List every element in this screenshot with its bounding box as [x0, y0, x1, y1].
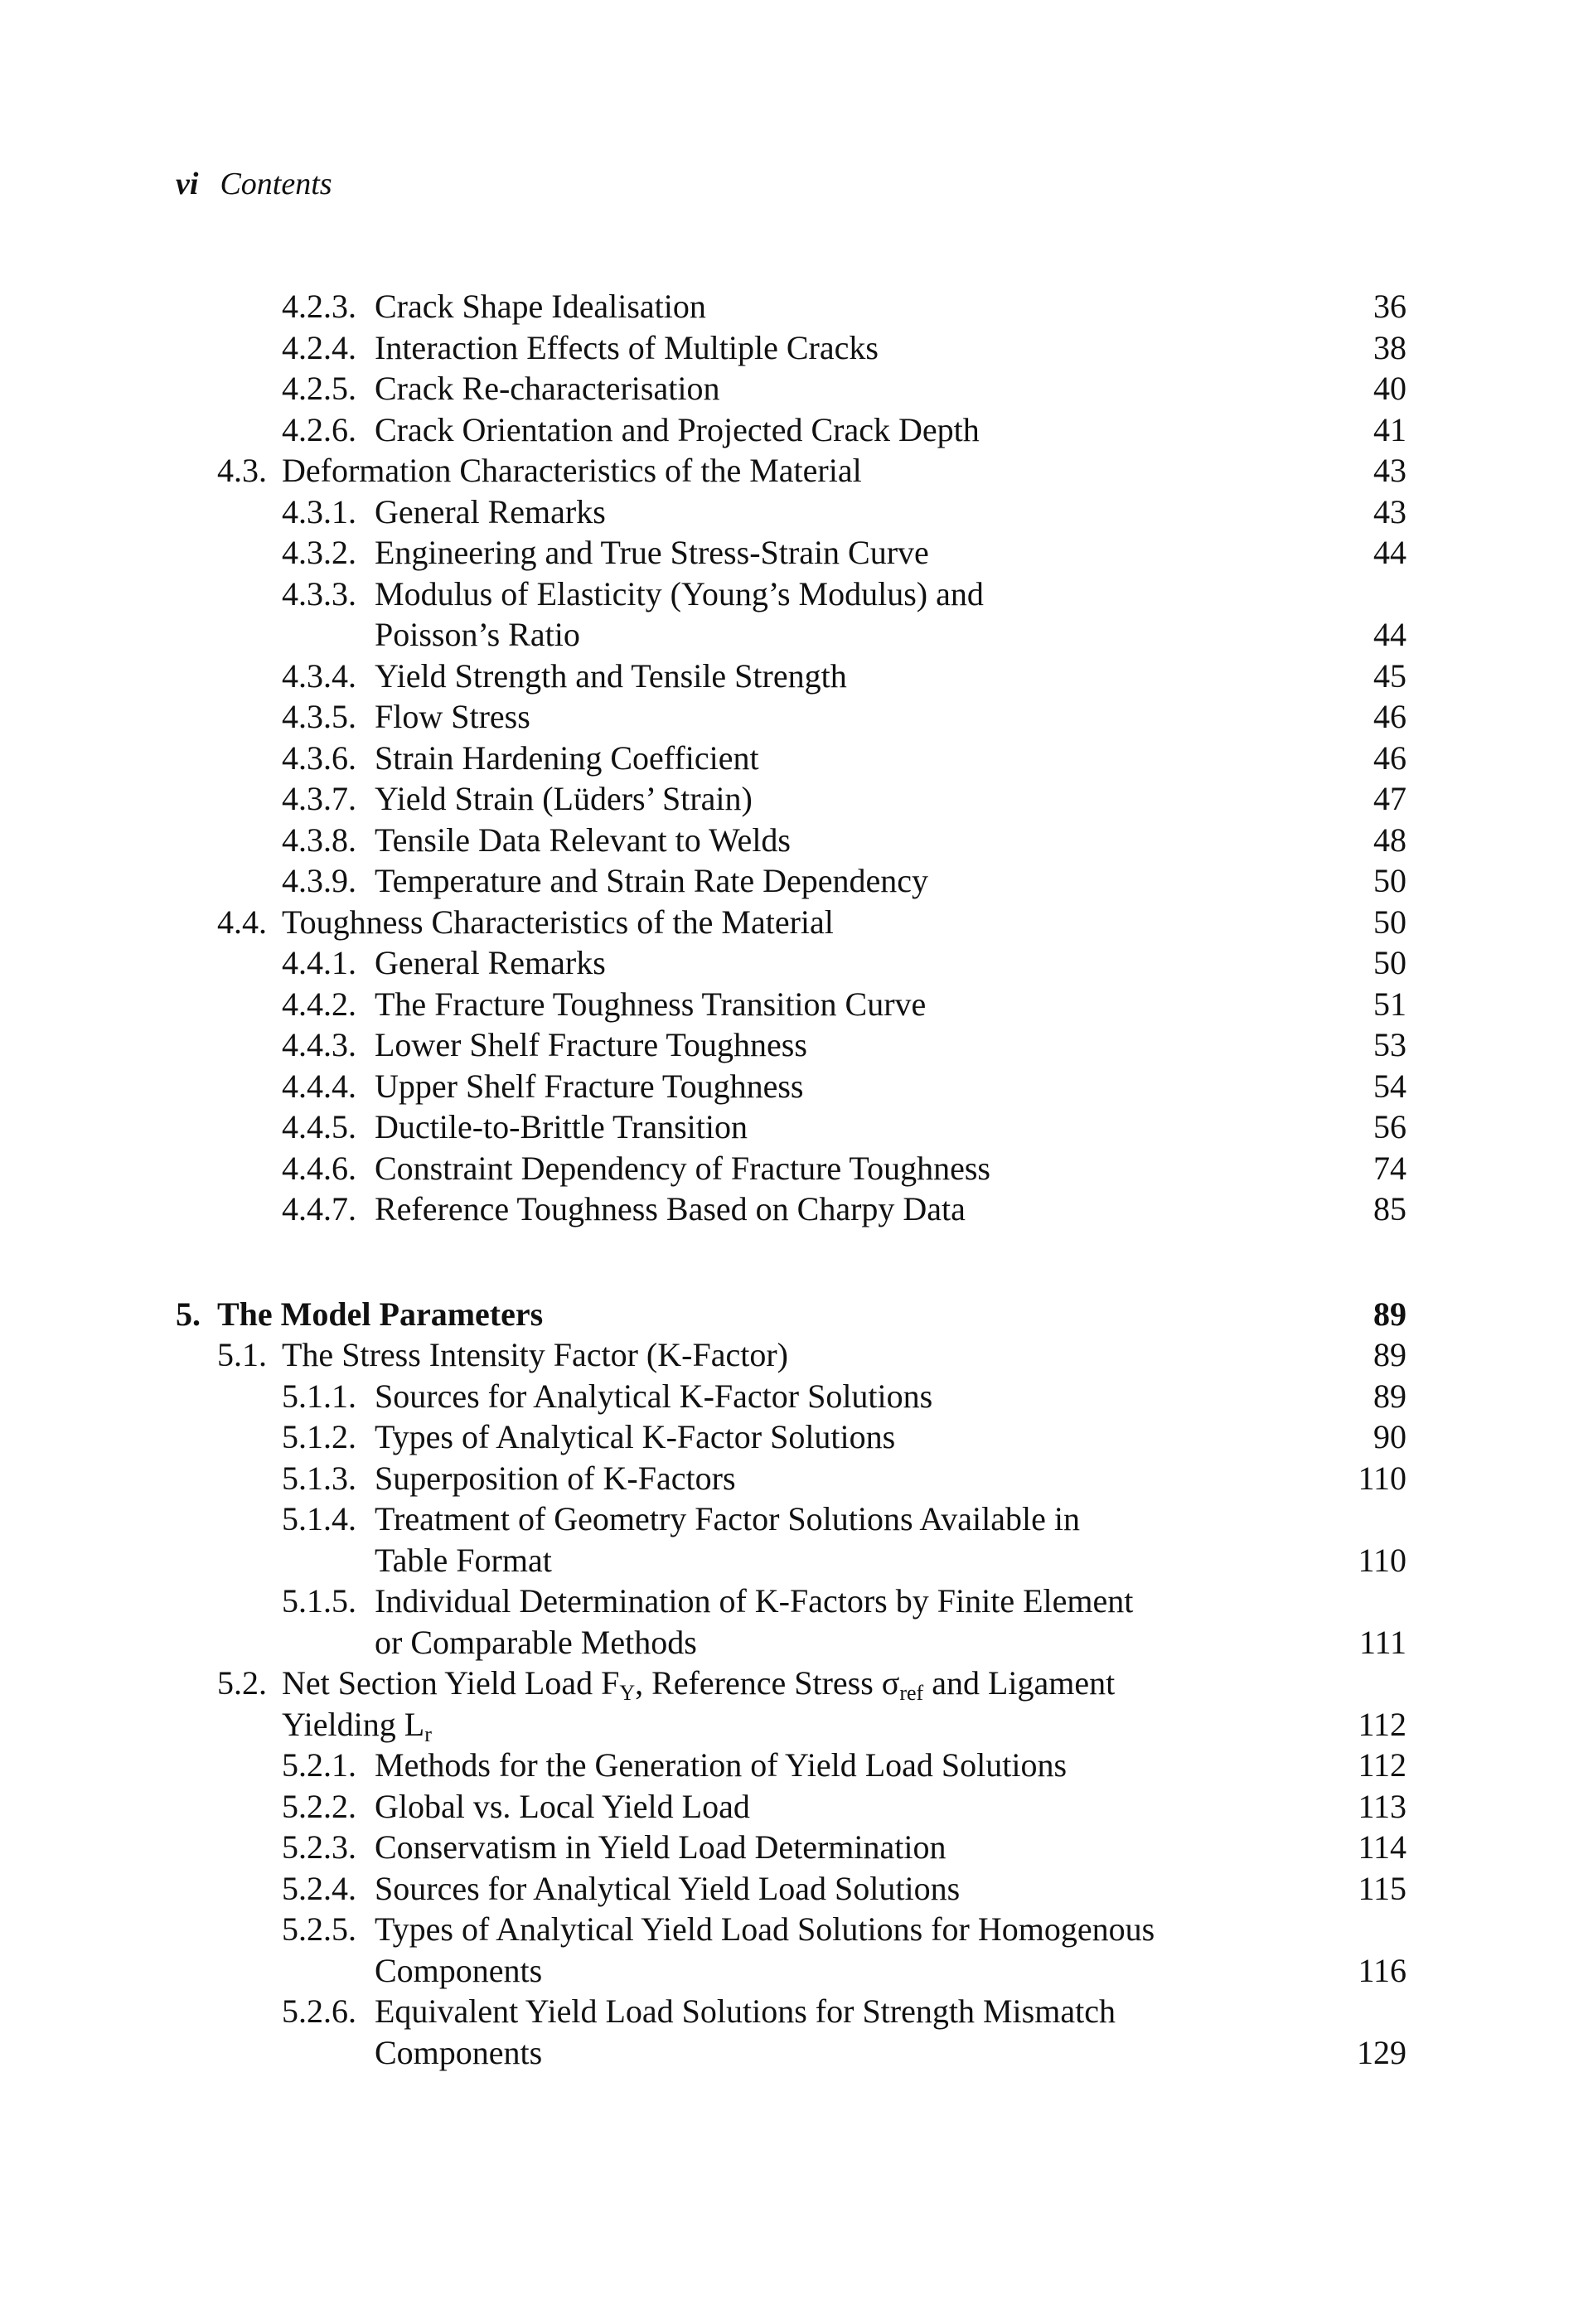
entry-page-number: 40 [1373, 370, 1406, 407]
entry-page-number: 56 [1373, 1108, 1406, 1145]
toc-entry-line[interactable] [176, 1540, 1406, 1581]
entry-title: Methods for the Generation of Yield Load Solutions [375, 1746, 1068, 1784]
entry-page-number: 114 [1358, 1828, 1406, 1866]
entry-title: Conservatism in Yield Load Determination [375, 1828, 947, 1866]
entry-page-number: 44 [1373, 534, 1406, 571]
toc-entry-line[interactable] [176, 696, 1406, 738]
entry-number: 5.2. [217, 1664, 267, 1702]
entry-number: 4.2.6. [282, 410, 356, 448]
entry-number: 4.4.1. [282, 944, 356, 981]
subscript: Y [619, 1681, 636, 1705]
entry-page-number: 54 [1373, 1067, 1406, 1105]
toc-entry-line[interactable] [176, 1334, 1406, 1376]
entry-page-number: 51 [1373, 985, 1406, 1023]
entry-title: Ductile-to-Brittle Transition [375, 1108, 748, 1145]
toc-entry-line[interactable] [176, 532, 1406, 574]
toc-entry-line[interactable] [176, 450, 1406, 491]
entry-number: 4.2.3. [282, 288, 356, 325]
entry-title: The Model Parameters [217, 1295, 544, 1333]
entry-number: 5.2.4. [282, 1869, 356, 1907]
entry-page-number: 43 [1373, 452, 1406, 489]
entry-page-number: 89 [1373, 1377, 1406, 1415]
toc-entry-line[interactable] [176, 1189, 1406, 1230]
entry-number: 4.4.6. [282, 1149, 356, 1187]
subscript: r [424, 1721, 432, 1746]
entry-title: Strain Hardening Coefficient [375, 738, 759, 777]
section-spacer [176, 1230, 1406, 1294]
entry-number: 5.2.6. [282, 1992, 356, 2030]
entry-number: 4.3.9. [282, 862, 356, 899]
title-segment: Net Section Yield Load F [282, 1664, 620, 1702]
entry-number: 5.1.2. [282, 1418, 356, 1455]
entry-page-number: 74 [1373, 1149, 1406, 1187]
entry-page-number: 47 [1373, 780, 1406, 817]
toc-entry-line[interactable] [176, 286, 1406, 327]
entry-title: or Comparable Methods [375, 1623, 697, 1661]
toc-entry-line[interactable] [176, 368, 1406, 409]
entry-page-number: 129 [1357, 2033, 1406, 2071]
entry-title: Types of Analytical K-Factor Solutions [375, 1418, 896, 1455]
entry-page-number: 112 [1358, 1705, 1406, 1743]
entry-title: Lower Shelf Fracture Toughness [375, 1026, 807, 1063]
toc-entry-line[interactable] [176, 820, 1406, 861]
entry-title [282, 1663, 1115, 1704]
entry-page-number: 41 [1373, 410, 1406, 448]
entry-title: The Fracture Toughness Transition Curve [375, 985, 927, 1023]
entry-number: 5.2.1. [282, 1746, 356, 1784]
toc-entry-line[interactable] [176, 656, 1406, 697]
entry-page-number: 112 [1358, 1746, 1406, 1784]
entry-title: Deformation Characteristics of the Material [282, 452, 862, 489]
entry-title: Superposition of K-Factors [375, 1459, 736, 1497]
entry-title: Sources for Analytical Yield Load Solutions [375, 1869, 961, 1907]
entry-page-number: 46 [1373, 738, 1406, 777]
running-header [176, 166, 332, 202]
title-segment: Yielding L [282, 1705, 425, 1743]
entry-number: 4.3.2. [282, 534, 356, 571]
entry-title: Equivalent Yield Load Solutions for Strength Mismatch [375, 1992, 1116, 2030]
entry-number: 5.1.4. [282, 1500, 356, 1537]
entry-title: Components [375, 2033, 543, 2071]
toc-entry-line[interactable] [176, 1909, 1406, 1950]
entry-title: Flow Stress [375, 698, 530, 735]
entry-number: 4.4.3. [282, 1026, 356, 1063]
entry-number: 4.3.3. [282, 574, 356, 612]
toc-entry-line[interactable] [176, 738, 1406, 779]
entry-page-number: 53 [1373, 1026, 1406, 1063]
toc-entry-line[interactable] [176, 2032, 1406, 2074]
entry-page-number: 113 [1358, 1787, 1406, 1825]
entry-title: Reference Toughness Based on Charpy Data [375, 1190, 966, 1227]
toc-entry-line[interactable] [176, 1458, 1406, 1499]
entry-title: Engineering and True Stress-Strain Curve [375, 534, 929, 571]
entry-number: 5.1.3. [282, 1459, 356, 1497]
entry-number: 4.3.8. [282, 821, 356, 859]
entry-number: 4.3.6. [282, 738, 356, 777]
toc-entry-line[interactable] [176, 778, 1406, 820]
entry-number: 5.1. [217, 1336, 267, 1373]
entry-number: 5.2.2. [282, 1787, 356, 1825]
toc-entry-line[interactable] [176, 860, 1406, 902]
toc-entry-line[interactable] [176, 1704, 1406, 1745]
page-number: vi [176, 167, 199, 201]
entry-title: Crack Shape Idealisation [375, 288, 706, 325]
entry-page-number: 38 [1373, 328, 1406, 366]
toc-entry-line[interactable] [176, 327, 1406, 369]
entry-number: 4.3.4. [282, 656, 356, 695]
entry-page-number: 89 [1373, 1336, 1406, 1373]
toc-entry-line[interactable] [176, 1416, 1406, 1458]
entry-page-number: 45 [1373, 656, 1406, 695]
entry-page-number: 43 [1373, 492, 1406, 530]
entry-number: 4.4.4. [282, 1067, 356, 1105]
toc-entry-line[interactable] [176, 1950, 1406, 1992]
entry-title: Treatment of Geometry Factor Solutions Available in [375, 1500, 1080, 1537]
entry-page-number: 48 [1373, 821, 1406, 859]
entry-number: 5.2.5. [282, 1910, 356, 1948]
running-title: Contents [220, 167, 332, 201]
entry-title: Crack Orientation and Projected Crack Depth [375, 410, 980, 448]
toc-entry-line[interactable] [176, 491, 1406, 533]
entry-title: Modulus of Elasticity (Young’s Modulus) and [375, 574, 984, 612]
toc-entry-line[interactable] [176, 1376, 1406, 1417]
toc-entry-line[interactable] [176, 1868, 1406, 1910]
entry-title: Global vs. Local Yield Load [375, 1787, 750, 1825]
entry-number: 4.4. [217, 903, 267, 941]
entry-title: Table Format [375, 1541, 552, 1579]
toc-entry-line[interactable] [176, 1066, 1406, 1107]
entry-number: 4.3.1. [282, 492, 356, 530]
entry-title: Crack Re-characterisation [375, 370, 720, 407]
toc-entry-line[interactable] [176, 1827, 1406, 1868]
entry-page-number: 89 [1373, 1295, 1406, 1333]
entry-title: Components [375, 1951, 543, 1989]
toc-entry-line[interactable] [176, 1106, 1406, 1148]
entry-number: 4.2.5. [282, 370, 356, 407]
entry-title: Types of Analytical Yield Load Solutions for Homogenous [375, 1910, 1155, 1948]
entry-page-number: 85 [1373, 1190, 1406, 1227]
toc-entry-line[interactable] [176, 1622, 1406, 1663]
entry-page-number: 116 [1358, 1951, 1406, 1989]
title-segment: , Reference Stress σ [635, 1664, 900, 1702]
toc-entry-line[interactable] [176, 1294, 1406, 1335]
entry-number: 4.3.5. [282, 698, 356, 735]
entry-number: 4.4.2. [282, 985, 356, 1023]
entry-title: Sources for Analytical K-Factor Solutions [375, 1377, 933, 1415]
entry-number: 4.4.7. [282, 1190, 356, 1227]
entry-page-number: 44 [1373, 616, 1406, 653]
toc-entry-line[interactable] [176, 1148, 1406, 1189]
entry-title: Toughness Characteristics of the Material [282, 903, 834, 941]
entry-number: 5. [176, 1295, 201, 1333]
table-of-contents [176, 286, 1406, 2073]
title-segment: and Ligament [923, 1664, 1116, 1702]
entry-page-number: 110 [1358, 1459, 1406, 1497]
entry-number: 4.4.5. [282, 1108, 356, 1145]
entry-number: 5.1.1. [282, 1377, 356, 1415]
entry-title: Tensile Data Relevant to Welds [375, 821, 791, 859]
entry-page-number: 115 [1358, 1869, 1406, 1907]
entry-page-number: 36 [1373, 288, 1406, 325]
toc-entry-line[interactable] [176, 614, 1406, 656]
entry-number: 4.3. [217, 452, 267, 489]
entry-page-number: 110 [1358, 1541, 1406, 1579]
toc-entry-line[interactable] [176, 1581, 1406, 1622]
entry-title: Yield Strength and Tensile Strength [375, 656, 847, 695]
entry-title: Constraint Dependency of Fracture Toughness [375, 1149, 990, 1187]
toc-entry-line[interactable] [176, 409, 1406, 451]
entry-number: 4.2.4. [282, 328, 356, 366]
entry-page-number: 90 [1373, 1418, 1406, 1455]
entry-number: 5.2.3. [282, 1828, 356, 1866]
entry-title: General Remarks [375, 944, 606, 981]
entry-title: Upper Shelf Fracture Toughness [375, 1067, 804, 1105]
toc-entry-line[interactable] [176, 1991, 1406, 2032]
toc-entry-line[interactable] [176, 942, 1406, 984]
entry-number: 5.1.5. [282, 1582, 356, 1620]
entry-number: 4.3.7. [282, 780, 356, 817]
subscript: ref [899, 1681, 924, 1705]
toc-entry-line[interactable] [176, 1024, 1406, 1066]
toc-entry-line[interactable] [176, 984, 1406, 1025]
entry-page-number: 46 [1373, 698, 1406, 735]
entry-title [282, 1704, 432, 1745]
entry-title: Poisson’s Ratio [375, 616, 580, 653]
entry-title: The Stress Intensity Factor (K-Factor) [282, 1336, 788, 1373]
toc-entry-line[interactable] [176, 574, 1406, 615]
toc-entry-line[interactable] [176, 902, 1406, 943]
entry-page-number: 111 [1358, 1623, 1406, 1661]
entry-title: Individual Determination of K-Factors by Finite Element [375, 1582, 1134, 1620]
entry-page-number: 50 [1373, 903, 1406, 941]
toc-entry-line[interactable] [176, 1745, 1406, 1786]
toc-entry-line[interactable] [176, 1786, 1406, 1828]
toc-entry-line[interactable] [176, 1498, 1406, 1540]
entry-title: Yield Strain (Lüders’ Strain) [375, 780, 753, 817]
entry-title: General Remarks [375, 492, 606, 530]
entry-page-number: 50 [1373, 944, 1406, 981]
entry-title: Temperature and Strain Rate Dependency [375, 862, 929, 899]
entry-title: Interaction Effects of Multiple Cracks [375, 328, 879, 366]
toc-entry-line[interactable] [176, 1663, 1406, 1704]
entry-page-number: 50 [1373, 862, 1406, 899]
